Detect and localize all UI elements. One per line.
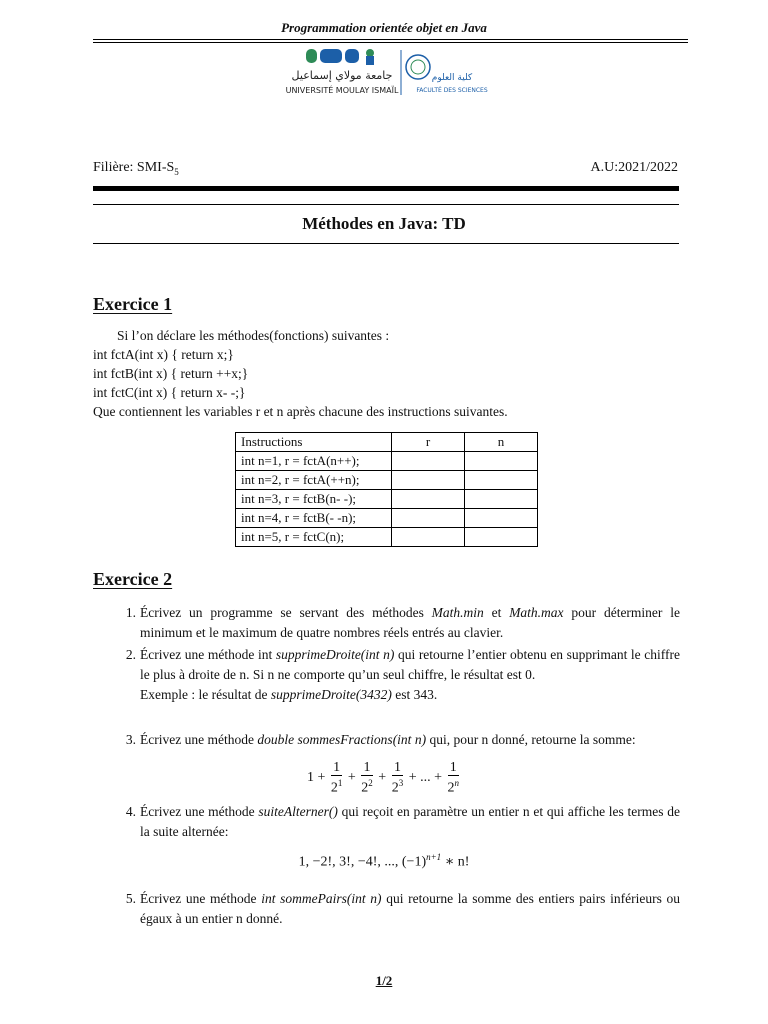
table-row xyxy=(236,471,538,490)
exercice-1-heading: Exercice 1 xyxy=(93,294,173,314)
university-logo xyxy=(285,47,488,99)
filiere: Filière: SMI-$S_5$ xyxy=(93,160,179,177)
document-page: Programmation orientée objet en Java جامعة مولاي إسماعيل UNIVERSITÉ MOULAY ISMAÏL كلية العلوم FACULTÉ DES SCIENCES Filière: SMI-$S_5$ A.U:2021/2022 Méthodes en Java: TD Exercice 1 Si l’on déclare les méthodes(fonctions) suivantes : int fctA(int x) { return x;} int fctB(int x) { return ++x;} int fctC(int x) { return x- -;} Que contiennent les variables r et n après chacune des instructions suivantes. Instructions r n int n=1, r = fctA(n++); int n=2, r = fctA(++n); int n=3, r = fctB(n- -); int n=4, r = fctB(- -n); int n=5, r = fctC(n); Exercice 2 1. Écrivez un programme se servant des méthodes Math.min et Math.max pour déterminer le minimum et le maximum de quatre nombres réels entrés au clavier. 2. Écrivez une méthode int supprimeDroite(int n) qui retourne l’entier obtenu en supprimant le chiffre le plus à droite de n. Si n ne comporte qu’un seul chiffre, le résultat est 0. Exemple : le résultat de supprimeDroite(3432) est 343. 3. Écrivez une méthode double sommesFractions(int n) qui, pour n donné, retourne la somme: 4. Écrivez une méthode suiteAlterner() qui reçoit en paramètre un entier n et qui affiche les termes de la suite alternée: 5. Écrivez une méthode int sommePairs(int n) qui retourne la somme des entiers pairs inférieurs ou égaux à un entier n donné. 1 + $\frac{1}{2^1}$ + $\frac{1}{2^2}$ + $\frac{1}{2^3}$ + ... + $\frac{1}{2^n}$ 1, −2!, 3!, −4!, ..., $(-1)^{n+1}$ ∗ n! 1/2 xyxy=(0,0,768,1024)
table-cell: int n=5, r = fctC(n); xyxy=(236,528,392,547)
code-line: int fctC(int x) { return x- -;} xyxy=(93,385,246,400)
alternating-sequence: 1, −2!, 3!, −4!, ..., $(-1)^{n+1}$ ∗ n! xyxy=(298,852,470,870)
table-row xyxy=(236,509,538,528)
header-rule-bottom xyxy=(93,42,688,43)
instructions-table xyxy=(235,432,538,547)
code-line: int fctB(int x) { return ++x;} xyxy=(93,366,249,381)
fractions-formula: 1 + $\frac{1}{2^1}$ + $\frac{1}{2^2}$ + $\frac{1}{2^3}$ + ... + $\frac{1}{2^n}$ xyxy=(306,760,459,796)
table-cell: int n=4, r = fctB(- -n); xyxy=(236,509,392,528)
thick-divider xyxy=(93,186,679,191)
page-number: 1/2 xyxy=(375,973,393,988)
code-line: int fctA(int x) { return x;} xyxy=(93,347,234,362)
table-row xyxy=(236,452,538,471)
table-header: n xyxy=(465,433,538,452)
table-cell: int n=2, r = fctA(++n); xyxy=(236,471,392,490)
university-name: UNIVERSITÉ MOULAY ISMAÏL xyxy=(285,86,399,95)
table-cell: int n=3, r = fctB(n- -); xyxy=(236,490,392,509)
umi-logo-icon xyxy=(286,49,399,95)
table-header: r xyxy=(392,433,465,452)
exercice-2-heading: Exercice 2 xyxy=(93,569,173,589)
table-header-row xyxy=(236,433,538,452)
table-row xyxy=(236,528,538,547)
title-rule-top xyxy=(93,204,679,205)
table-row xyxy=(236,490,538,509)
exercice-1-question: Que contiennent les variables r et n après chacune des instructions suivantes. xyxy=(93,404,508,419)
table-header: Instructions xyxy=(236,433,392,452)
university-arabic: جامعة مولاي إسماعيل xyxy=(291,69,393,82)
document-title: Méthodes en Java: TD xyxy=(302,214,466,233)
faculty-name: FACULTÉ DES SCIENCES xyxy=(416,87,488,94)
academic-year: A.U:2021/2022 xyxy=(590,160,678,175)
faculty-logo-icon xyxy=(406,55,488,94)
exercice-1-intro: Si l’on déclare les méthodes(fonctions) suivantes : xyxy=(117,328,390,343)
faculty-arabic: كلية العلوم xyxy=(431,73,473,83)
title-rule-bottom xyxy=(93,243,679,244)
table-cell: int n=1, r = fctA(n++); xyxy=(236,452,392,471)
header-rule-top xyxy=(93,39,688,40)
course-title: Programmation orientée objet en Java xyxy=(281,20,487,35)
